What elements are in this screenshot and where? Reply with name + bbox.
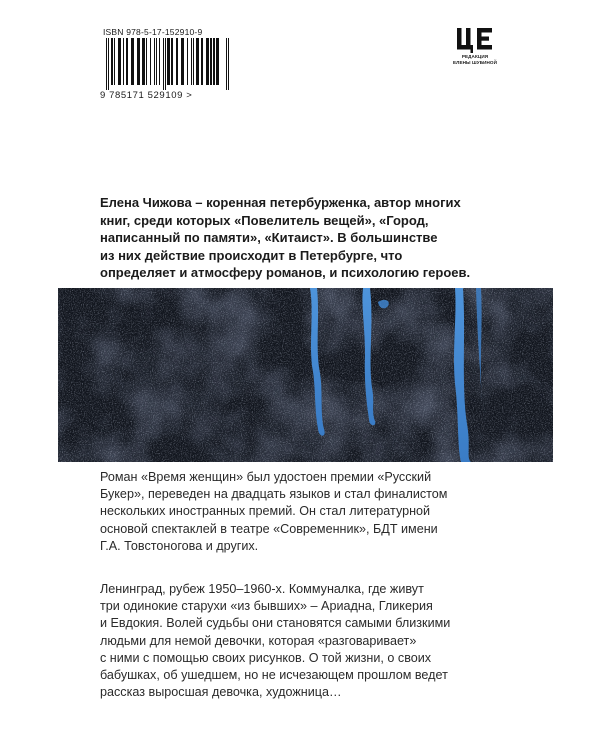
barcode-bar xyxy=(108,38,109,90)
isbn-label: ISBN 978-5-17-152910-9 xyxy=(103,27,203,37)
paragraph-line: Ленинград, рубеж 1950–1960-х. Коммуналка, где живут xyxy=(100,582,424,596)
barcode-bar xyxy=(114,38,115,85)
barcode-bar xyxy=(206,38,209,85)
barcode-bar xyxy=(118,38,121,85)
barcode-bar xyxy=(181,38,184,85)
barcode-bar xyxy=(210,38,212,85)
barcode-bar xyxy=(146,38,147,85)
paragraph-line: Роман «Время женщин» был удостоен премии «Русский xyxy=(100,470,432,484)
barcode-bar xyxy=(154,38,155,85)
paragraph-line: основой спектаклей в театре «Современник», БДТ имени xyxy=(100,521,438,536)
barcode xyxy=(100,38,234,90)
barcode-bar xyxy=(213,38,215,85)
barcode-bar xyxy=(196,38,199,85)
publisher-subtitle-line1: РЕДАКЦИЯ xyxy=(461,54,489,59)
author-bio xyxy=(100,194,510,282)
isbn-barcode-block xyxy=(100,27,242,101)
paragraph-line: бабушках, об ушедшем, но не исчезающем прошлом ведет xyxy=(100,668,448,683)
publisher-logo xyxy=(448,24,502,65)
author-bio-line: Елена Чижова – коренная петербурженка, автор многих xyxy=(100,195,461,210)
paragraph-line: людьми для немой девочки, которая «разговаривает» xyxy=(100,633,417,648)
barcode-bar xyxy=(137,38,140,85)
paragraph-line: нескольких иностранных премий. Он стал литературной xyxy=(100,504,431,519)
barcode-bar xyxy=(123,38,124,85)
author-bio-line: написанный по памяти», «Китаист». В большинстве xyxy=(100,230,438,246)
barcode-bar xyxy=(159,38,160,85)
barcode-bar xyxy=(187,38,188,85)
publisher-subtitle-line2: ЕЛЕНЫ ШУБИНОЙ xyxy=(452,59,497,65)
barcode-bar xyxy=(191,38,192,85)
barcode-bar xyxy=(228,38,229,90)
cover-photo-blue-drips xyxy=(58,288,553,462)
barcode-bar xyxy=(193,38,194,85)
barcode-bar xyxy=(171,38,173,85)
barcode-bar xyxy=(167,38,170,85)
barcode-bar xyxy=(163,38,164,90)
paragraph-awards xyxy=(100,469,520,555)
barcode-bar xyxy=(201,38,203,85)
author-bio-line: книг, среди которых «Повелитель вещей», «Город, xyxy=(100,212,429,228)
paragraph-line: рассказ выросшая девочка, художница… xyxy=(100,685,342,700)
paragraph-synopsis xyxy=(100,581,520,701)
barcode-bar xyxy=(165,38,166,90)
paragraph-line: с ними с помощью своих рисунков. О той жизни, о своих xyxy=(100,650,432,665)
author-bio-line: определяет и атмосферу романов, и психологию героев. xyxy=(100,265,471,281)
barcode-bar xyxy=(216,38,219,85)
paragraph-line: и Евдокия. Волей судьбы они становятся самыми близкими xyxy=(100,616,451,631)
barcode-bar xyxy=(142,38,145,85)
publisher-logo-icon xyxy=(455,24,495,54)
paragraph-line: три одинокие старухи «из бывших» – Ариадна, Гликерия xyxy=(100,599,433,614)
barcode-bar xyxy=(156,38,157,85)
paragraph-line: Г.А. Товстоногова и других. xyxy=(100,538,259,553)
barcode-bar xyxy=(111,38,113,85)
barcode-digits: 9 785171 529109 > xyxy=(100,90,193,101)
barcode-bar xyxy=(126,38,128,85)
barcode-bar xyxy=(150,38,151,85)
barcode-bar xyxy=(226,38,227,90)
paragraph-line: Букер», переведен на двадцать языков и стал финалистом xyxy=(100,487,448,502)
barcode-bar xyxy=(106,38,107,90)
barcode-bar xyxy=(131,38,134,85)
barcode-bar xyxy=(176,38,178,85)
author-bio-line: из них действие происходит в Петербурге, что xyxy=(100,247,403,263)
